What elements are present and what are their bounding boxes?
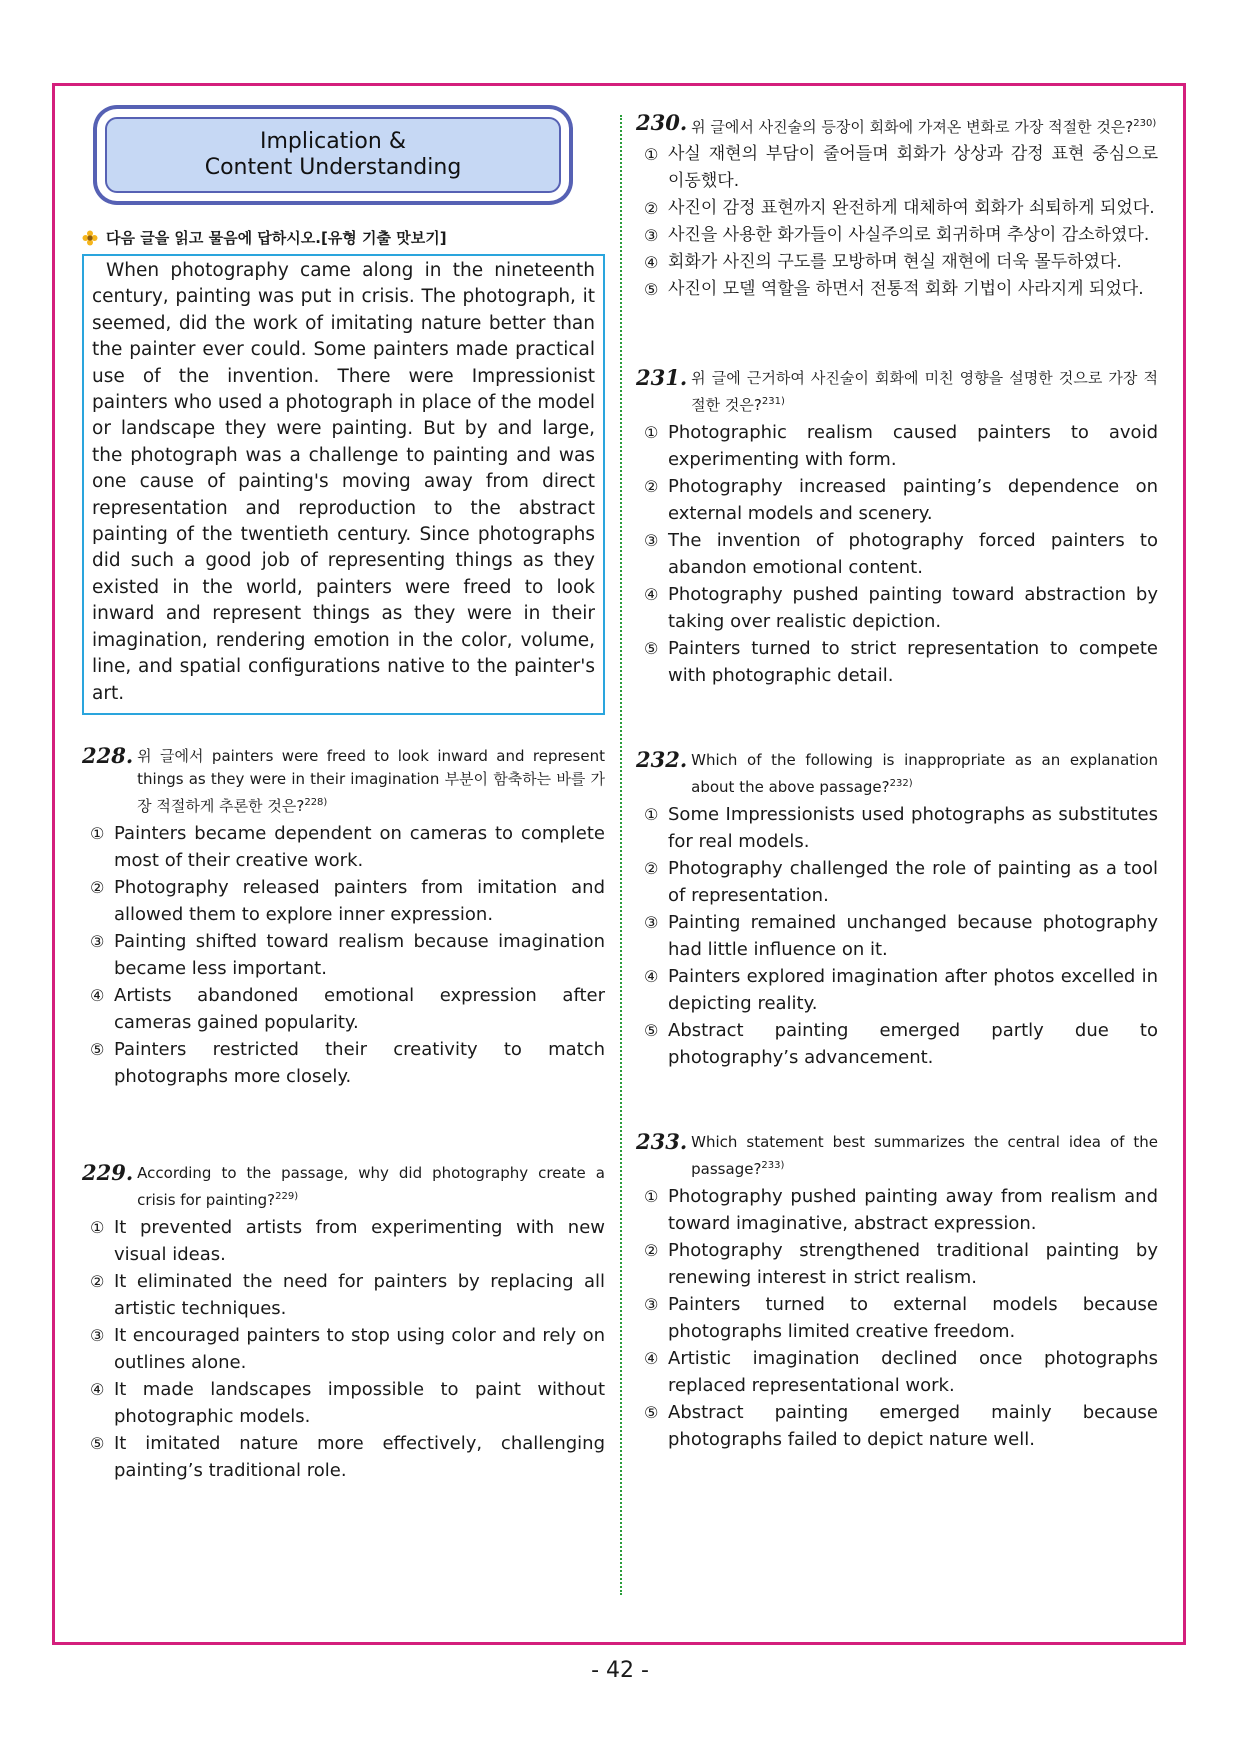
banner-title-line1: Implication & [260,129,406,154]
instruction-text: 다음 글을 읽고 물음에 답하시오.[유형 기출 맛보기] [106,229,447,247]
option-1[interactable]: ① Some Impressionists used photographs as substitutes for real models. [644,804,1158,852]
page-number: - 42 - [591,1658,649,1683]
option-3[interactable]: ③ 사진을 사용한 화가들이 사실주의로 회귀하며 추상이 감소하였다. [644,225,1150,245]
option-3[interactable]: ③ Painting shifted toward realism because imagination became less important. [90,930,605,979]
option-5[interactable]: ⑤ Painters restricted their creativity to match photographs more closely. [90,1038,605,1087]
option-2[interactable]: ② Photography challenged the role of painting as a tool of representation. [644,858,1158,906]
question-stem: Which of the following is inappropriate as an explanation about the above passage?$^{232)}$ [691,751,1158,796]
answer-options [82,1214,605,1484]
option-5[interactable]: ⑤ Painters turned to strict representation to compete with photographic detail. [644,638,1158,686]
question-231 [636,367,1158,689]
question-232 [636,749,1158,1071]
instruction [82,227,605,248]
option-4[interactable]: ④ 회화가 사진의 구도를 모방하며 현실 재현에 더욱 몰두하였다. [644,252,1122,272]
question-233 [636,1131,1158,1453]
question-number: 231. [636,365,688,390]
question-stem: 위 글에서 painters were freed to look inward and represent things as they were in their imagination 부분이 함축하는 바를 가장 적절하게 추론한 것은?$^{228)}$ [137,746,605,815]
option-2[interactable]: ② Photography increased painting’s dependence on external models and scenery. [644,476,1158,524]
question-229 [82,1159,605,1484]
option-5[interactable]: ⑤ It imitated nature more effectively, challenging painting’s traditional role. [90,1432,605,1481]
answer-options [636,419,1158,689]
question-stem: 위 글에서 사진술의 등장이 회화에 가져온 변화로 가장 적절한 것은?$^{230)}$ [691,118,1157,136]
option-4[interactable]: ④ It made landscapes impossible to paint without photographic models. [90,1378,605,1427]
option-3[interactable]: ③ The invention of photography forced painters to abandon emotional content. [644,530,1158,578]
option-4[interactable]: ④ Artists abandoned emotional expression after cameras gained popularity. [90,984,605,1033]
answer-options [636,141,1158,303]
option-5[interactable]: ⑤ 사진이 모델 역할을 하면서 전통적 회화 기법이 사라지게 되었다. [644,279,1144,299]
option-1[interactable]: ① It prevented artists from experimenting with new visual ideas. [90,1216,605,1265]
question-stem: Which statement best summarizes the central idea of the passage?$^{233)}$ [691,1133,1158,1178]
flower-icon [82,230,98,246]
option-2[interactable]: ② Photography released painters from imitation and allowed them to explore inner expression. [90,876,605,925]
option-2[interactable]: ② It eliminated the need for painters by replacing all artistic techniques. [90,1270,605,1319]
question-number: 230. [636,110,688,135]
footnote-ref: 228) [304,796,328,808]
footnote-ref: 230) [1133,118,1157,129]
answer-options [82,820,605,1090]
right-column [636,112,1158,1453]
banner-title-line2: Content Understanding [204,155,462,180]
option-3[interactable]: ③ Painters turned to external models because photographs limited creative freedom. [644,1294,1158,1342]
footnote-ref: 231) [761,396,785,407]
option-2[interactable]: ② 사진이 감정 표현까지 완전하게 대체하여 회화가 쇠퇴하게 되었다. [644,198,1155,218]
footnote-ref: 233) [761,1160,785,1171]
footnote-ref: 232) [889,778,913,789]
option-3[interactable]: ③ It encouraged painters to stop using color and rely on outlines alone. [90,1324,605,1373]
answer-options [636,801,1158,1071]
option-4[interactable]: ④ Painters explored imagination after photos excelled in depicting reality. [644,966,1158,1014]
footnote-ref: 229) [275,1190,299,1202]
left-column [82,105,605,1484]
column-divider [620,115,622,1595]
option-1[interactable]: ① Painters became dependent on cameras to complete most of their creative work. [90,822,605,871]
option-1[interactable]: ① Photography pushed painting away from realism and toward imaginative, abstract expression. [644,1186,1158,1234]
option-1[interactable]: ① 사실 재현의 부담이 줄어들며 회화가 상상과 감정 표현 중심으로 이동했다. [644,144,1158,191]
option-2[interactable]: ② Photography strengthened traditional painting by renewing interest in strict realism. [644,1240,1158,1288]
answer-options [636,1183,1158,1453]
question-230 [636,112,1158,303]
question-number: 233. [636,1129,688,1154]
question-228 [82,742,605,1090]
option-5[interactable]: ⑤ Abstract painting emerged mainly because photographs failed to depict nature well. [644,1402,1158,1450]
reading-passage: When photography came along in the nineteenth century, painting was put in crisis. The photograph, it seemed, did the work of imitating nature better than the painter ever could. Some painters made practical use of the invention. There were Impressionist painters who used a photograph in place of the model or landscape they were painting. But by and large, the photograph was a challenge to painting and was one cause of painting's moving away from direct representation and reproduction to the abstract painting of the twentieth century. Since photographs did such a good job of representing things as they existed in the world, painters were freed to look inward and represent things as they were in their imagination, rendering emotion in the color, volume, line, and spatial configurations native to the painter's art. [82,254,605,715]
question-stem: 위 글에 근거하여 사진술이 회화에 미친 영향을 설명한 것으로 가장 적절한 것은?$^{231)}$ [691,369,1158,414]
option-4[interactable]: ④ Artistic imagination declined once photographs replaced representational work. [644,1348,1158,1396]
question-number: 232. [636,747,688,772]
option-5[interactable]: ⑤ Abstract painting emerged partly due to photography’s advancement. [644,1020,1158,1068]
question-number: 229. [82,1159,134,1185]
option-3[interactable]: ③ Painting remained unchanged because photography had little influence on it. [644,912,1158,960]
option-4[interactable]: ④ Photography pushed painting toward abstraction by taking over realistic depiction. [644,584,1158,632]
option-1[interactable]: ① Photographic realism caused painters to avoid experimenting with form. [644,422,1158,470]
section-banner [93,105,573,205]
question-number: 228. [82,742,134,768]
question-stem: According to the passage, why did photography create a crisis for painting?$^{229)}$ [137,1163,605,1209]
